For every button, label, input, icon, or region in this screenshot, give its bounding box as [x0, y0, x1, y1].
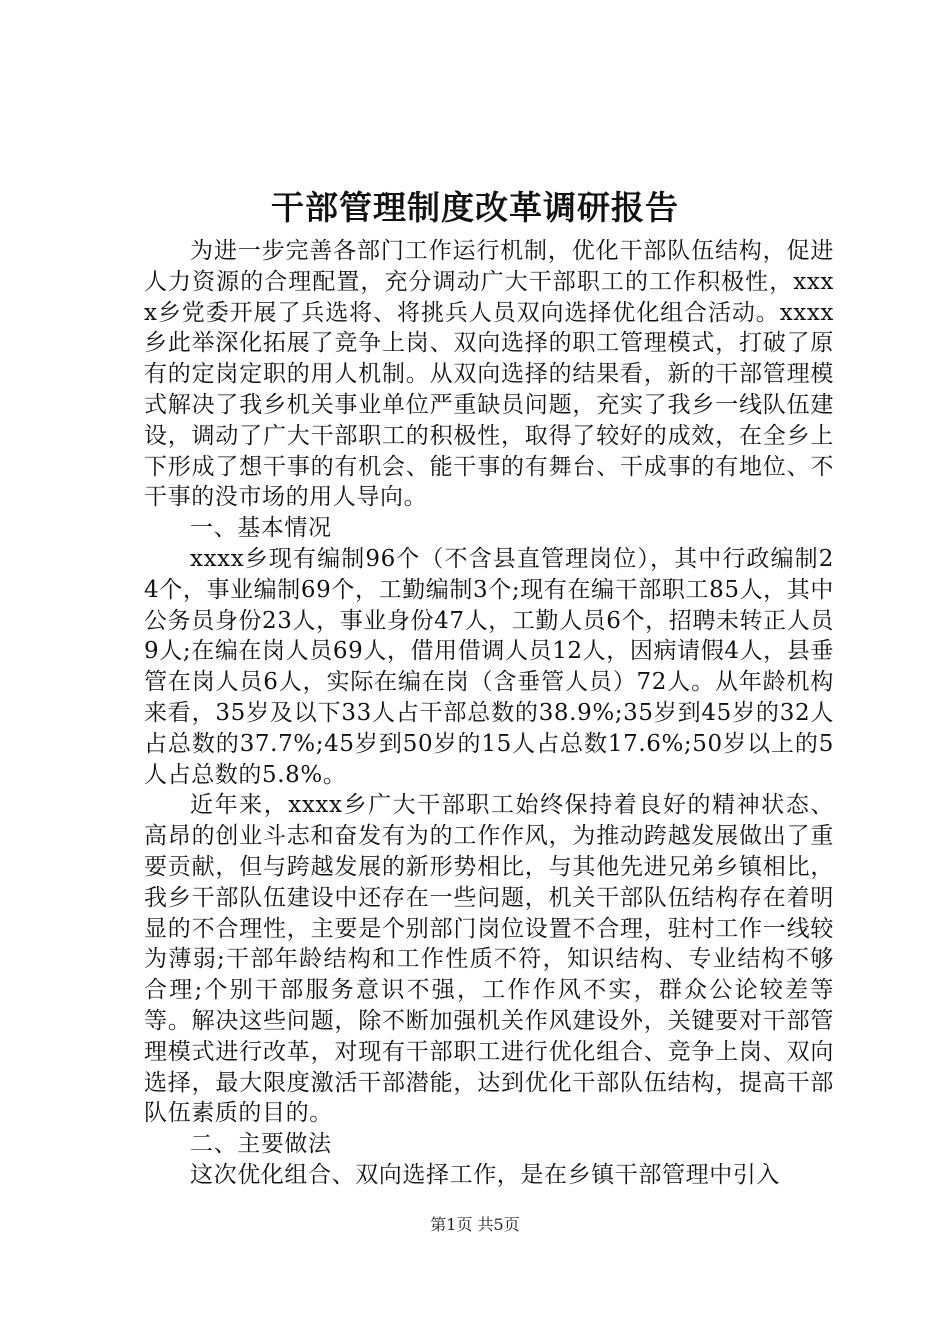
page-indicator: 第1页 共5页 [430, 1215, 520, 1234]
document-title: 干部管理制度改革调研报告 [271, 188, 679, 227]
basic-situation-paragraph: xxxx乡现有编制96个（不含县直管理岗位），其中行政编制24个，事业编制69个，工勤编制3个;现有在编干部职工85人，其中公务员身份23人，事业身份47人，工勤人员6个，招聘未转正人员9人;在编在岗人员69人，借用借调人员12人，因病请假4人，县垂管在岗人员6人，实际在编在岗（含垂管人员）72人。从年龄机构来看，35岁及以下33人占干部总数的38.9%;35岁到45岁的32人占总数的37.7%;45岁到50岁的15人占总数17.6%;50岁以上的5人占总数的5.8%。 [144, 545, 834, 788]
main-practices-paragraph: 这次优化组合、双向选择工作，是在乡镇干部管理中引入 [190, 1161, 780, 1188]
section-heading-basic-situation: 一、基本情况 [190, 515, 332, 542]
problems-paragraph: 近年来，xxxx乡广大干部职工始终保持着良好的精神状态、高昂的创业斗志和奋发有为的工作作风，为推动跨越发展做出了重要贡献，但与跨越发展的新形势相比，与其他先进兄弟乡镇相比，我乡干部队伍建设中还存在一些问题，机关干部队伍结构存在着明显的不合理性，主要是个别部门岗位设置不合理，驻村工作一线较为薄弱;干部年龄结构和工作性质不符，知识结构、专业结构不够合理;个别干部服务意识不强，工作作风不实，群众公论较差等等。解决这些问题，除不断加强机关作风建设外，关键要对干部管理模式进行改革，对现有干部职工进行优化组合、竞争上岗、双向选择，最大限度激活干部潜能，达到优化干部队伍结构，提高干部队伍素质的目的。 [144, 792, 834, 1127]
intro-paragraph: 为进一步完善各部门工作运行机制，优化干部队伍结构，促进人力资源的合理配置，充分调动广大干部职工的工作积极性，xxxx乡党委开展了兵选将、将挑兵人员双向选择优化组合活动。xxxx乡此举深化拓展了竞争上岗、双向选择的职工管理模式，打破了原有的定岗定职的用人机制。从双向选择的结果看，新的干部管理模式解决了我乡机关事业单位严重缺员问题，充实了我乡一线队伍建设，调动了广大干部职工的积极性，取得了较好的成效，在全乡上下形成了想干事的有机会、能干事的有舞台、干成事的有地位、不干事的没市场的用人导向。 [144, 238, 834, 511]
section-heading-main-practices: 二、主要做法 [190, 1131, 332, 1158]
document-body [144, 236, 834, 1191]
